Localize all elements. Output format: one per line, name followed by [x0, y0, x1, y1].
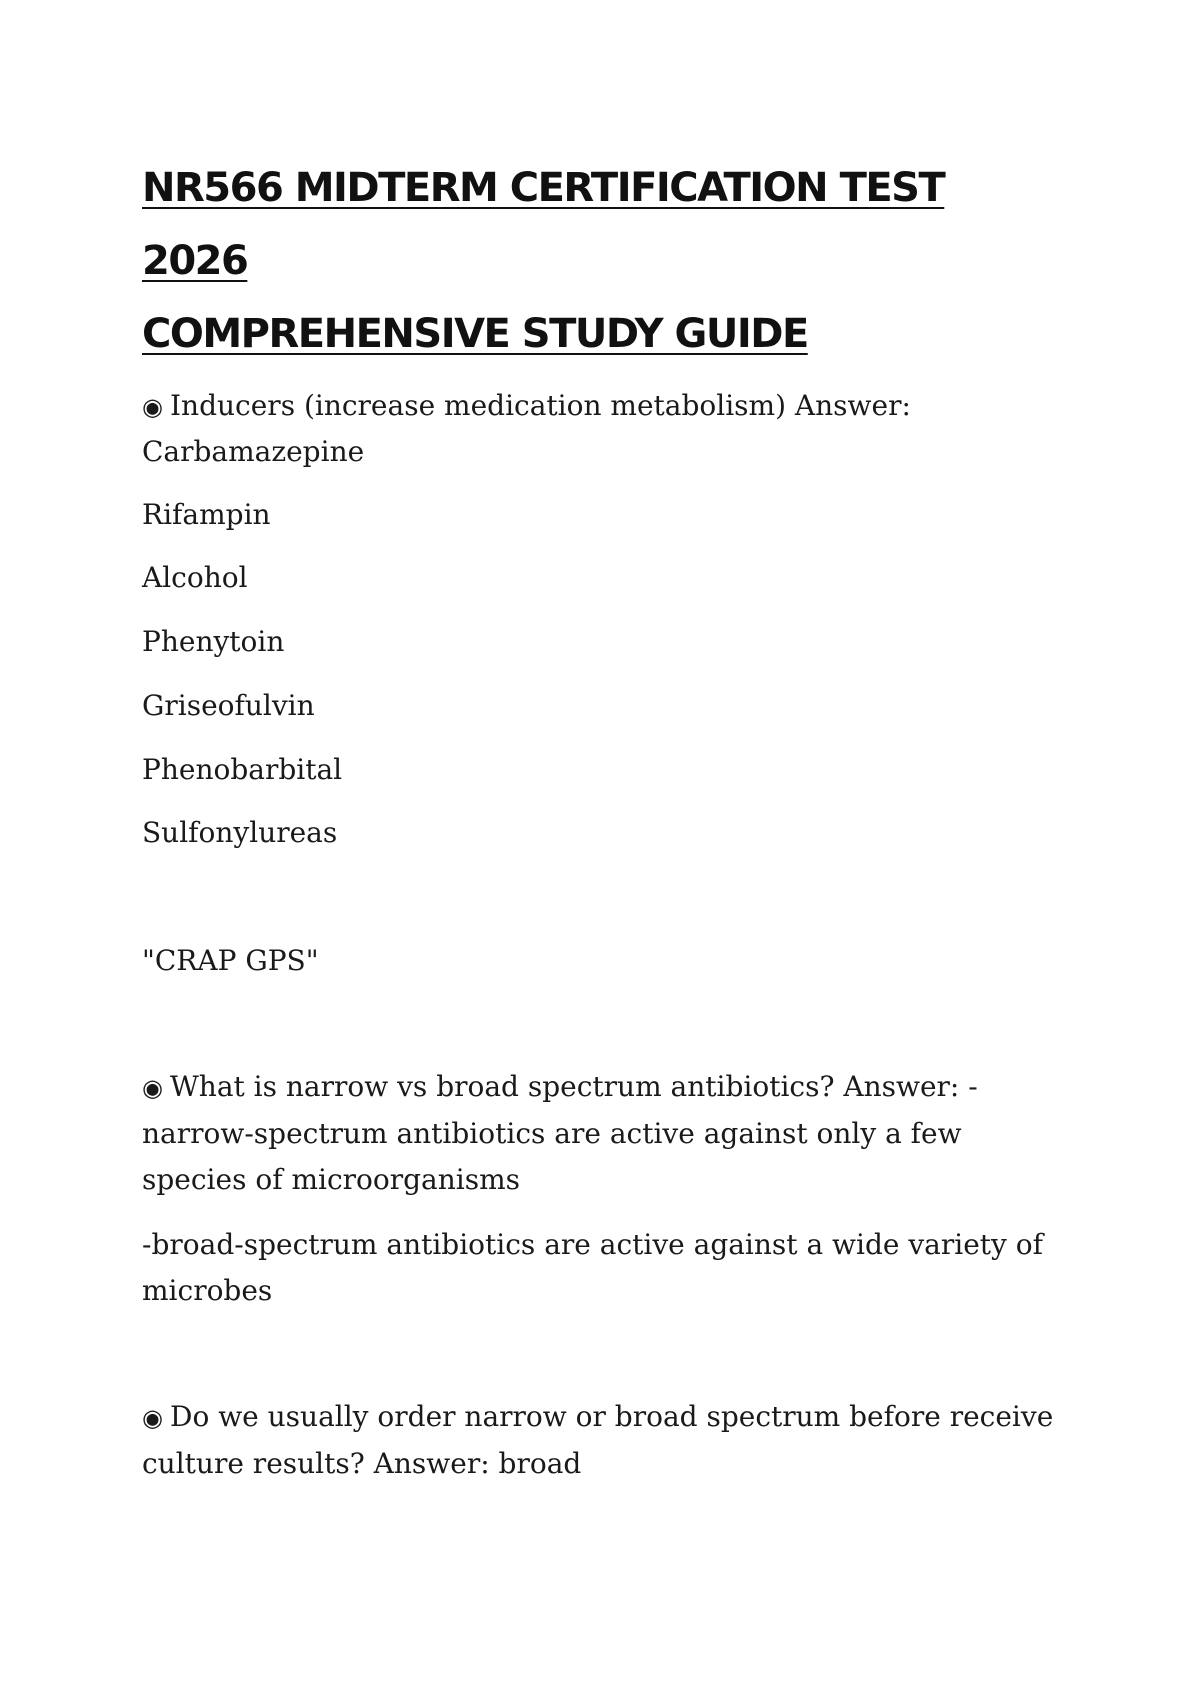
question-inducers — [142, 383, 1072, 430]
document-title — [142, 152, 1062, 371]
list-item: Sulfonylureas — [142, 816, 338, 849]
mnemonic: "CRAP GPS" — [142, 944, 319, 977]
question-text: What is narrow vs broad spectrum antibiotics? Answer: -narrow-spectrum antibiotics are active against only a few species of microorganisms — [142, 1070, 978, 1196]
title-line-2: COMPREHENSIVE STUDY GUIDE — [142, 311, 808, 357]
question-text: Inducers (increase medication metabolism) Answer: — [170, 389, 911, 422]
bullet-icon: ◉ — [142, 1074, 163, 1102]
list-item: Phenobarbital — [142, 753, 343, 786]
list-item: Alcohol — [142, 561, 248, 594]
question-spectrum — [142, 1064, 1072, 1203]
list-item: Phenytoin — [142, 625, 285, 658]
title-line-1: NR566 MIDTERM CERTIFICATION TEST 2026 — [142, 165, 945, 284]
list-item: Rifampin — [142, 498, 271, 531]
list-item: Carbamazepine — [142, 435, 365, 468]
list-item: Griseofulvin — [142, 689, 315, 722]
question-text: Do we usually order narrow or broad spectrum before receive culture results? Answer: broad — [142, 1400, 1054, 1480]
question-culture — [142, 1394, 1072, 1487]
bullet-icon: ◉ — [142, 393, 163, 421]
bullet-icon: ◉ — [142, 1404, 163, 1432]
answer-broad-spectrum: -broad-spectrum antibiotics are active against a wide variety of microbes — [142, 1228, 1043, 1307]
